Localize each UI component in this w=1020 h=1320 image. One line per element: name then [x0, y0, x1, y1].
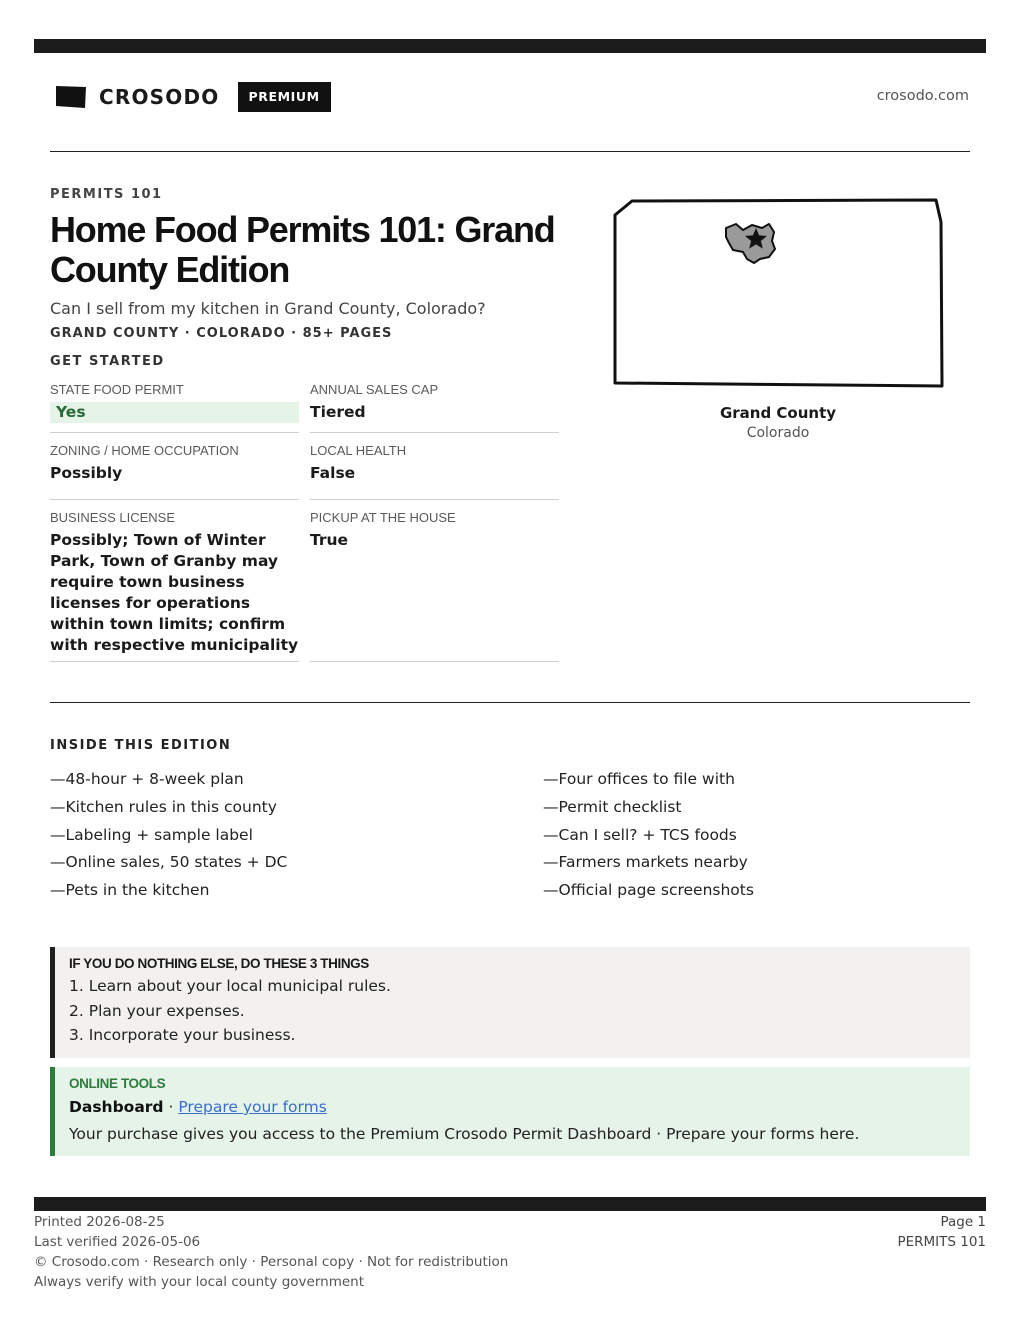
- fact-label: ZONING / HOME OCCUPATION: [50, 443, 239, 458]
- quick-facts-grid: [50, 381, 559, 662]
- fact-label: PICKUP AT THE HOUSE: [310, 510, 456, 525]
- brand-name: CROSODO: [99, 85, 220, 109]
- contents-list-right: [543, 766, 754, 905]
- fact-label: ANNUAL SALES CAP: [310, 382, 439, 397]
- fact-value: Yes: [50, 402, 299, 423]
- header-divider: [50, 151, 970, 152]
- list-item: —Kitchen rules in this county: [50, 797, 277, 816]
- callout-title: ONLINE TOOLS: [69, 1076, 166, 1091]
- list-item: —Labeling + sample label: [50, 825, 253, 844]
- fact-value: False: [310, 464, 356, 482]
- premium-badge: PREMIUM: [238, 82, 331, 112]
- footer-section: PERMITS 101: [897, 1234, 986, 1250]
- steps-list: [69, 974, 958, 1048]
- inside-edition-heading: INSIDE THIS EDITION: [50, 738, 232, 753]
- fact-value: True: [310, 531, 349, 549]
- map-county-name: Grand County: [719, 404, 837, 422]
- tools-line: [69, 1096, 958, 1118]
- fact-zoning: [50, 442, 299, 500]
- page-number: Page 1: [940, 1214, 986, 1230]
- list-item: —Four offices to file with: [543, 770, 735, 788]
- copyright: © Crosodo.com · Research only · Personal copy · Not for redistribution: [34, 1254, 509, 1270]
- contents-list-left: [50, 766, 287, 905]
- edition-meta: GRAND COUNTY · COLORADO · 85+ PAGES: [50, 326, 393, 341]
- page-title: Home Food Permits 101: Grand County Edition: [50, 209, 555, 290]
- list-item: —Official page screenshots: [543, 881, 754, 900]
- list-item: —Can I sell? + TCS foods: [543, 825, 737, 844]
- tools-description: Your purchase gives you access to the Premium Crosodo Permit Dashboard · Prepare your forms here.: [69, 1125, 860, 1143]
- fact-label: LOCAL HEALTH: [310, 443, 407, 458]
- list-item: 3. Incorporate your business.: [69, 1026, 296, 1044]
- fact-label: STATE FOOD PERMIT: [50, 382, 184, 397]
- list-item: —Farmers markets nearby: [543, 853, 748, 872]
- fact-value: Possibly: [50, 464, 123, 482]
- online-tools-callout: [50, 1067, 970, 1156]
- list-item: 1. Learn about your local municipal rules.: [69, 977, 391, 995]
- colorado-state-shape-icon: [54, 84, 88, 110]
- top-bar: [34, 39, 986, 53]
- bottom-bar: [34, 1197, 986, 1211]
- section-divider: [50, 702, 970, 703]
- separator: ·: [168, 1098, 174, 1116]
- fact-pickup-at-house: [310, 509, 559, 662]
- printed-date: Printed 2026-08-25: [34, 1214, 165, 1230]
- disclaimer: Always verify with your local county government: [34, 1274, 364, 1290]
- colorado-state-outline: [615, 200, 942, 386]
- list-item: —Pets in the kitchen: [50, 881, 210, 900]
- fact-state-food-permit: [50, 381, 299, 433]
- list-item: —48-hour + 8-week plan: [50, 770, 244, 788]
- footer-right: [897, 1212, 986, 1252]
- dashboard-label: Dashboard: [69, 1098, 164, 1116]
- list-item: —Online sales, 50 states + DC: [50, 853, 288, 872]
- list-item: 2. Plan your expenses.: [69, 1001, 245, 1020]
- fact-label: BUSINESS LICENSE: [50, 510, 175, 525]
- site-url[interactable]: crosodo.com: [876, 88, 969, 104]
- fact-value: Tiered: [310, 403, 366, 421]
- three-things-callout: [50, 947, 970, 1058]
- get-started-heading: GET STARTED: [50, 354, 165, 369]
- list-item: —Permit checklist: [543, 797, 682, 816]
- fact-annual-sales-cap: [310, 381, 559, 433]
- section-eyebrow: PERMITS 101: [50, 187, 163, 202]
- verified-date: Last verified 2026-05-06: [34, 1234, 201, 1250]
- fact-local-health: [310, 442, 559, 500]
- brand[interactable]: [54, 82, 331, 112]
- fact-value: Possibly; Town of Winter Park, Town of Granby may require town business licenses for operations within town limits; confirm with respective municipality: [50, 531, 299, 654]
- page-subtitle: Can I sell from my kitchen in Grand County, Colorado?: [50, 299, 486, 318]
- fact-business-license: [50, 509, 299, 662]
- callout-title: IF YOU DO NOTHING ELSE, DO THESE 3 THINGS: [69, 956, 369, 971]
- map-state-name: Colorado: [746, 425, 810, 441]
- footer-left: [34, 1212, 508, 1292]
- state-map: [612, 197, 944, 390]
- prepare-forms-link[interactable]: Prepare your forms: [178, 1098, 327, 1116]
